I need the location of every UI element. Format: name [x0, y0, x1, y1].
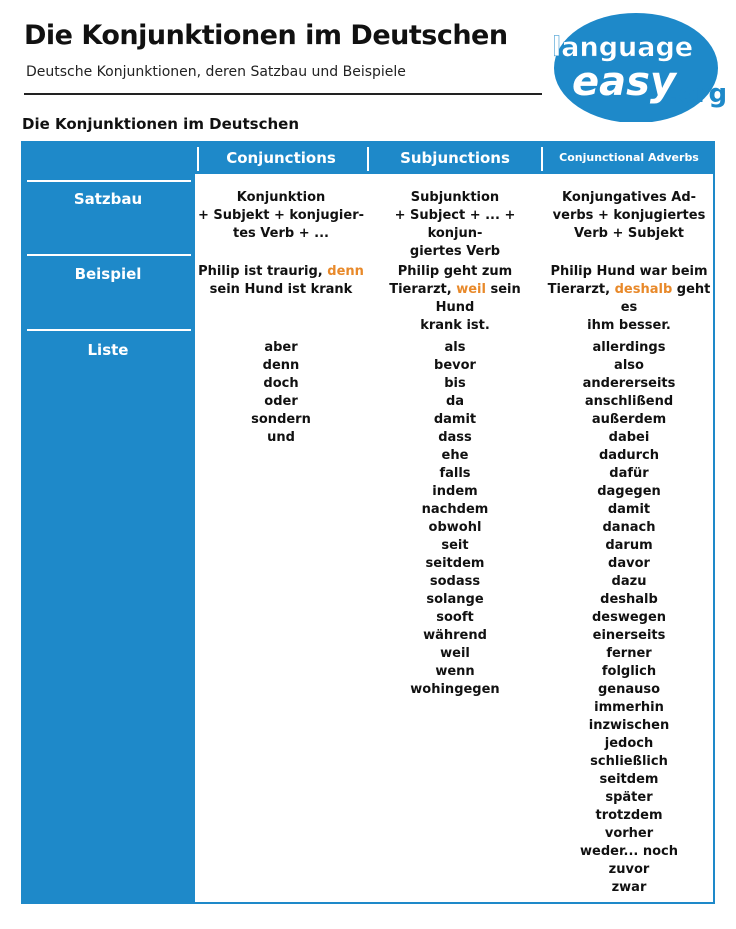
list-item: deswegen: [591, 610, 667, 625]
list-item: später: [605, 790, 653, 805]
cell-line: [196, 263, 366, 281]
cell-line: [544, 263, 714, 281]
list-item: seitdem: [599, 772, 659, 787]
logo-word-easy: easy: [572, 59, 677, 105]
list-item: anschlißend: [584, 394, 674, 409]
list-item: ferner: [606, 646, 652, 661]
example-text: Philip ist traurig,: [198, 264, 328, 279]
list-item: weil: [440, 646, 470, 661]
list-item: oder: [264, 394, 298, 409]
example-text: sein Hund: [435, 282, 521, 315]
list-item: indem: [432, 484, 478, 499]
example-text: sein Hund ist krank: [209, 282, 353, 297]
example-text: Philip Hund war beim: [550, 264, 708, 279]
cell-line: [370, 281, 540, 317]
list-item: wohingegen: [410, 682, 500, 697]
list-item: doch: [263, 376, 299, 391]
conjunctions-table: [21, 141, 715, 904]
list-item: während: [423, 628, 487, 643]
row-label-satzbau: Satzbau: [73, 190, 143, 208]
list-item: vorher: [604, 826, 654, 841]
beispiel-conjunctions: [196, 263, 366, 299]
row-label-liste: Liste: [87, 341, 129, 359]
list-item: damit: [433, 412, 477, 427]
page-title: Die Konjunktionen im Deutschen: [24, 20, 508, 51]
page-subtitle: Deutsche Konjunktionen, deren Satzbau und Beispiele: [26, 64, 406, 80]
logo-word-language: language: [552, 32, 694, 63]
list-item: einerseits: [592, 628, 666, 643]
cell-line: Subjunktion: [410, 190, 500, 205]
list-subjunctions: [370, 339, 540, 699]
satzbau-subjunctions: [370, 189, 540, 261]
list-item: zwar: [611, 880, 647, 895]
cell-line: ihm besser.: [587, 318, 671, 333]
list-item: da: [445, 394, 465, 409]
cell-line: [544, 281, 714, 317]
highlighted-conjunction: weil: [456, 282, 486, 297]
list-item: solange: [426, 592, 484, 607]
cell-line: [370, 263, 540, 281]
row-divider: [27, 329, 191, 331]
cell-line: Konjungatives Ad-: [561, 190, 697, 205]
highlighted-conjunction: deshalb: [614, 282, 673, 297]
list-item: obwohl: [428, 520, 482, 535]
cell-line: [196, 281, 366, 299]
row-divider: [27, 180, 191, 182]
section-title: Die Konjunktionen im Deutschen: [22, 115, 299, 133]
example-text: Tierarzt,: [547, 282, 615, 297]
cell-line: tes Verb + ...: [233, 226, 329, 241]
list-item: allerdings: [592, 340, 666, 355]
header-rule: [24, 93, 542, 95]
row-label-beispiel: Beispiel: [74, 265, 142, 283]
satzbau-conjunctional-adverbs: [544, 189, 714, 243]
column-divider: [197, 147, 199, 171]
list-item: damit: [607, 502, 651, 517]
cell-line: + Subject + ... + konjun-: [394, 208, 516, 241]
cell-line: giertes Verb: [409, 244, 501, 259]
satzbau-conjunctions: [196, 189, 366, 243]
beispiel-subjunctions: [370, 263, 540, 335]
list-item: nachdem: [421, 502, 489, 517]
list-item: als: [444, 340, 466, 355]
list-item: jedoch: [604, 736, 654, 751]
list-conjunctions: [196, 339, 366, 447]
list-item: bevor: [434, 358, 476, 373]
list-item: davor: [608, 556, 650, 571]
list-item: falls: [439, 466, 471, 481]
cell-line: verbs + konjugiertes: [552, 208, 706, 223]
list-item: schließlich: [590, 754, 668, 769]
list-item: sooft: [436, 610, 474, 625]
list-item: deshalb: [600, 592, 658, 607]
cell-line: Konjunktion: [236, 190, 326, 205]
list-item: dabei: [608, 430, 650, 445]
column-header-subjunctions: Subjunctions: [400, 149, 510, 167]
list-item: denn: [262, 358, 300, 373]
cell-line: krank ist.: [420, 318, 490, 333]
column-header-conjunctional-adverbs: Conjunctional Adverbs: [559, 151, 699, 164]
list-item: trotzdem: [595, 808, 663, 823]
list-item: seitdem: [425, 556, 485, 571]
list-item: aber: [264, 340, 298, 355]
list-item: dafür: [609, 466, 649, 481]
example-text: Philip geht zum: [397, 264, 513, 279]
list-item: ehe: [441, 448, 469, 463]
example-text: geht es: [620, 282, 711, 315]
list-item: also: [614, 358, 644, 373]
list-item: inzwischen: [588, 718, 670, 733]
list-item: bis: [444, 376, 466, 391]
list-item: dass: [438, 430, 472, 445]
highlighted-conjunction: denn: [327, 264, 364, 279]
column-header-conjunctions: Conjunctions: [226, 149, 336, 167]
list-conjunctional-adverbs: [544, 339, 714, 897]
list-item: außerdem: [591, 412, 667, 427]
list-item: dadurch: [598, 448, 659, 463]
example-text: Tierarzt,: [389, 282, 457, 297]
list-item: folglich: [601, 664, 657, 679]
list-item: dazu: [611, 574, 647, 589]
list-item: sondern: [251, 412, 311, 427]
list-item: seit: [441, 538, 469, 553]
language-easy-logo[interactable]: [550, 10, 730, 122]
list-item: sodass: [429, 574, 481, 589]
list-item: genauso: [597, 682, 661, 697]
cell-line: Verb + Subjekt: [574, 226, 684, 241]
row-divider: [27, 254, 191, 256]
list-item: darum: [605, 538, 653, 553]
list-item: danach: [602, 520, 656, 535]
list-item: immerhin: [594, 700, 664, 715]
list-item: wenn: [435, 664, 475, 679]
list-item: zuvor: [608, 862, 650, 877]
cell-line: + Subjekt + konjugier-: [198, 208, 364, 223]
beispiel-conjunctional-adverbs: [544, 263, 714, 335]
logo-word-org: .org: [668, 79, 728, 109]
list-item: dagegen: [597, 484, 661, 499]
list-item: und: [267, 430, 295, 445]
list-item: andererseits: [582, 376, 676, 391]
list-item: weder... noch: [580, 844, 678, 859]
